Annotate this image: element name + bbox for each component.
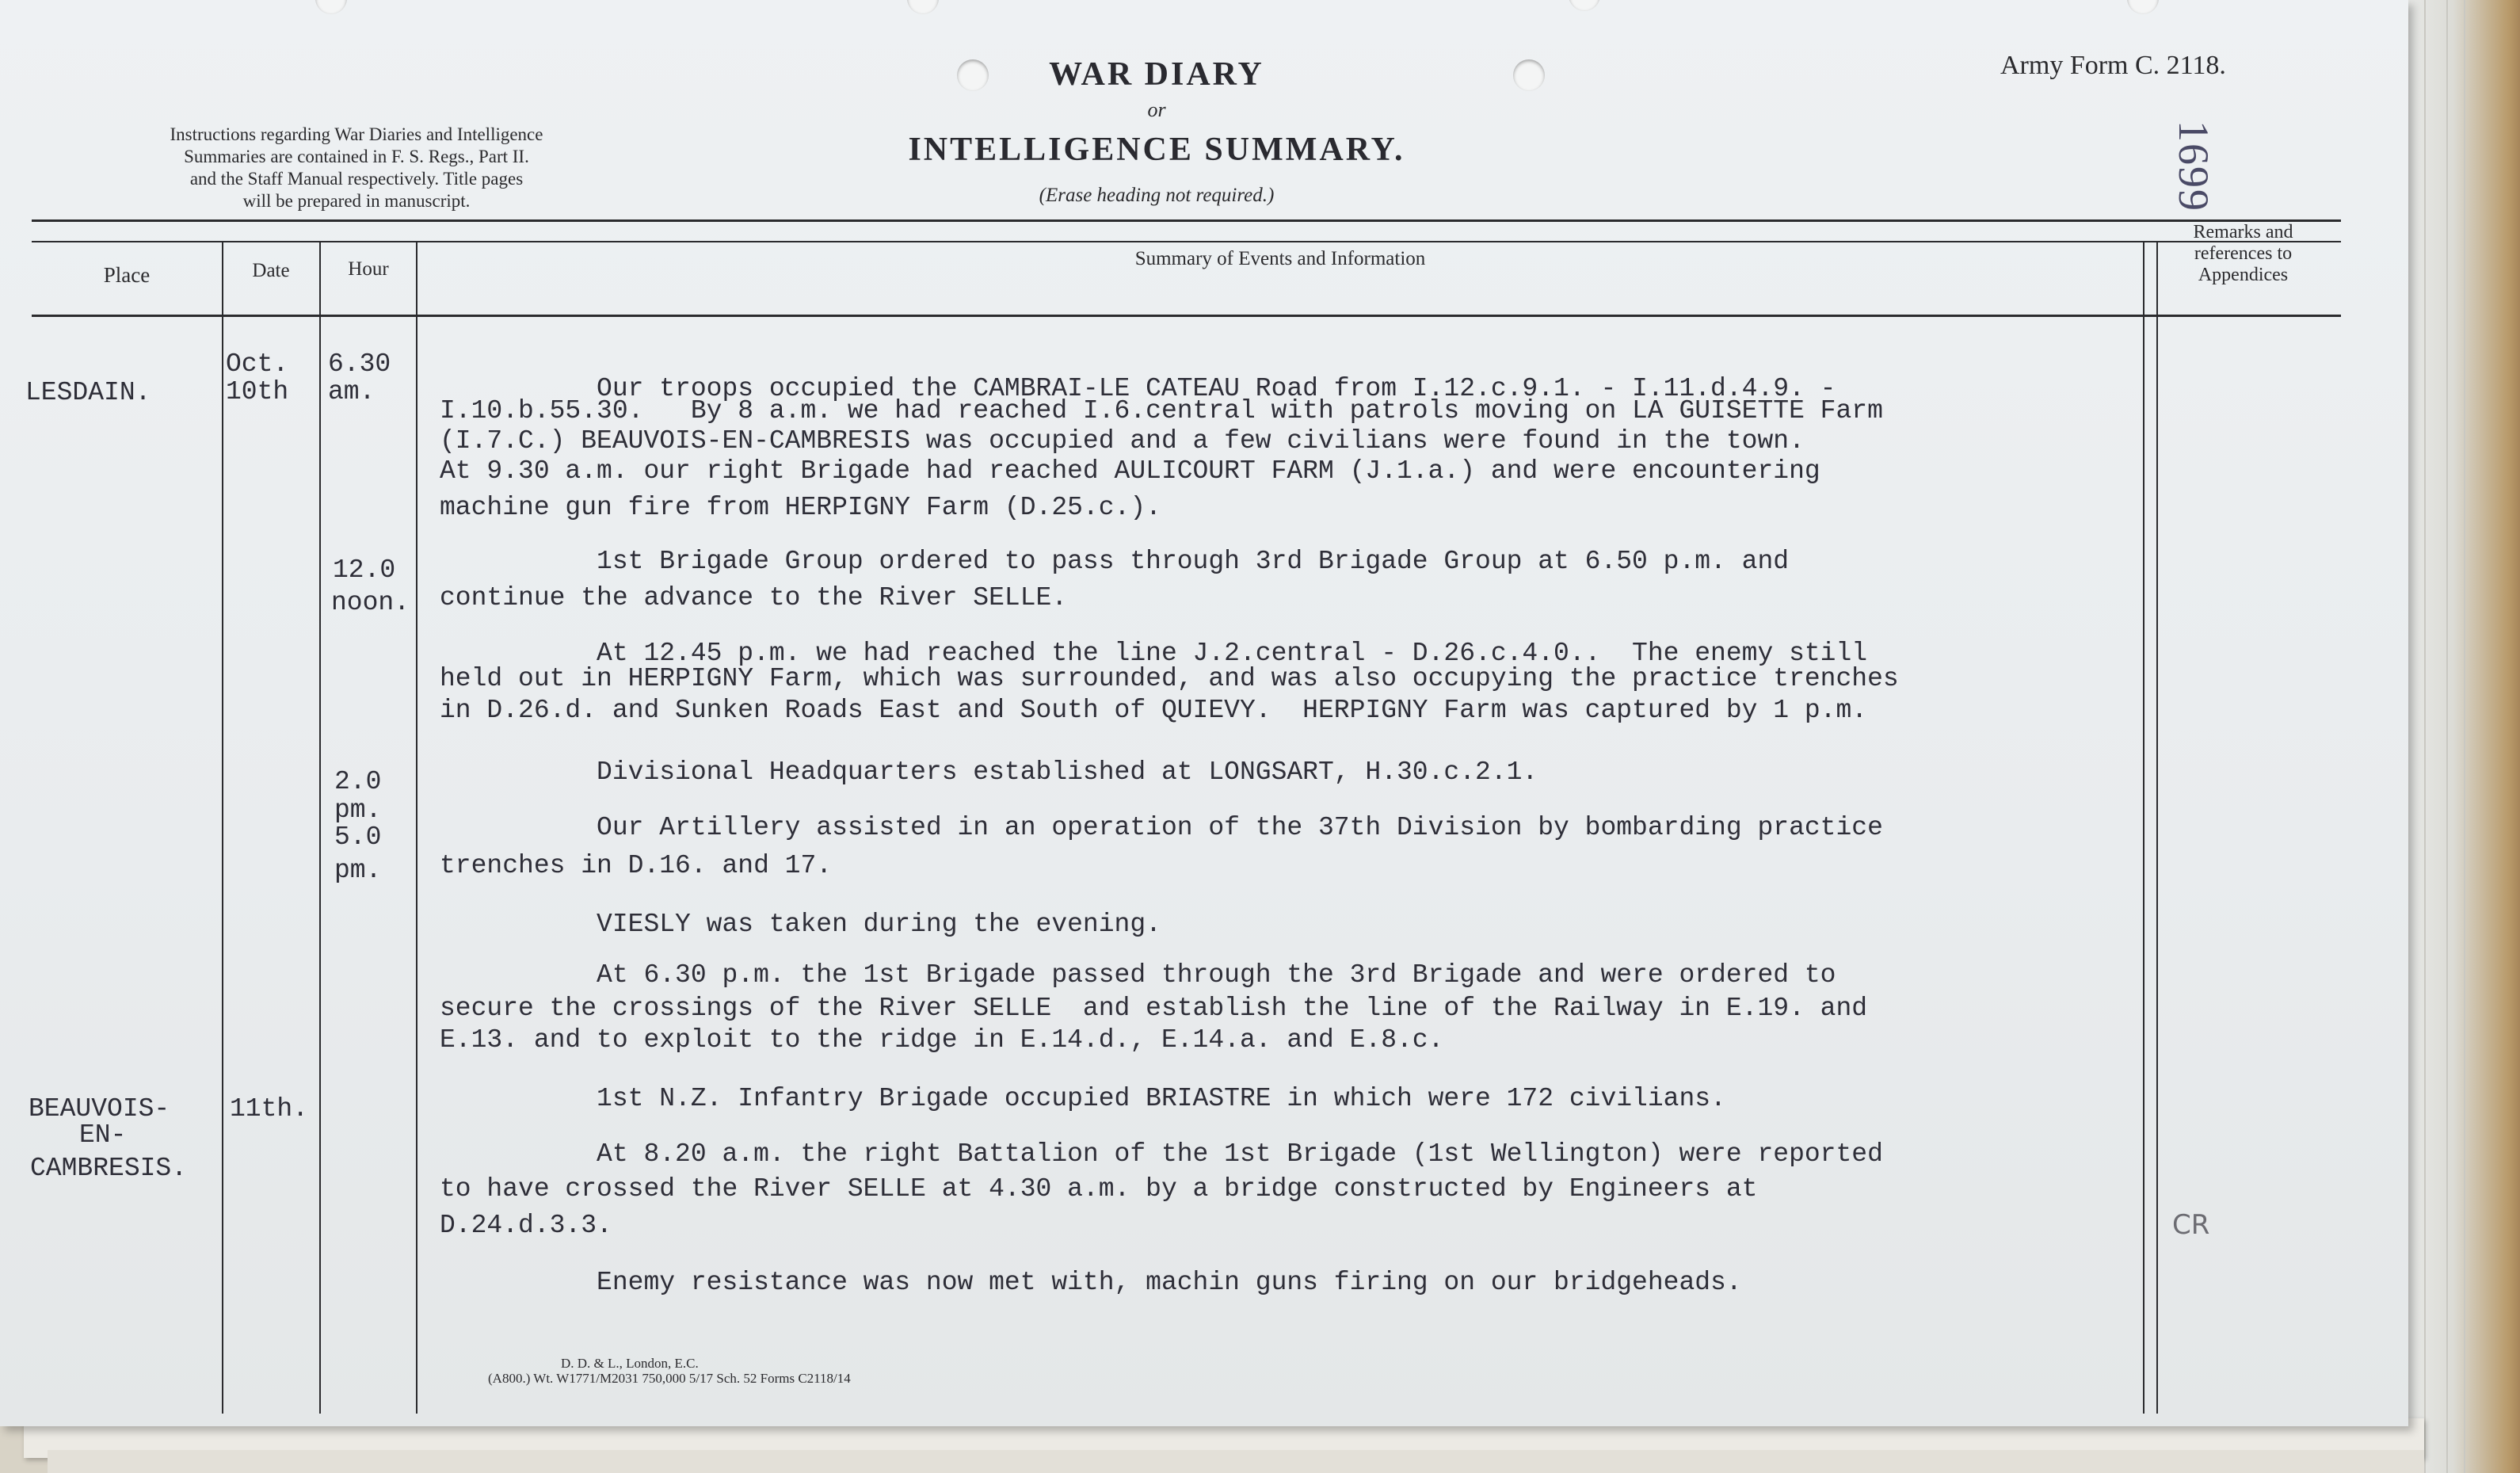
instructions-note [79,124,634,212]
summary-line: Enemy resistance was now met with, machin guns firing on our bridgeheads. [440,1268,1742,1297]
summary-line: D.24.d.3.3. [440,1211,612,1240]
hour-entry: 12.0 [333,555,396,585]
hour-entry: 6.30 [328,349,391,379]
summary-line: (I.7.C.) BEAUVOIS-EN-CAMBRESIS was occupied and a few civilians were found in the town. [440,426,1805,456]
place-entry: CAMBRESIS. [30,1154,188,1183]
summary-line: in D.26.d. and Sunken Roads East and South of QUIEVY. HERPIGNY Farm was captured by 1 p.m. [440,696,1868,725]
column-header-summary: Summary of Events and Information [1134,248,1426,269]
form-subtitle: INTELLIGENCE SUMMARY. [908,132,1405,168]
summary-line: Divisional Headquarters established at LONGSART, H.30.c.2.1. [440,757,1538,787]
column-header-place: Place [103,263,151,287]
form-title-or: or [1147,98,1166,121]
column-header-remarks [2158,222,2328,286]
army-form-number: Army Form C. 2118. [2000,51,2226,80]
date-entry: Oct. [226,349,289,379]
summary-line: held out in HERPIGNY Farm, which was surrounded, and was also occupying the practice trenches [440,664,1899,693]
column-divider [2143,241,2144,1414]
table-top-rule-thin [32,241,2341,242]
column-header-hour: Hour [348,258,389,280]
punch-hole [1569,0,1600,11]
hour-entry: pm. [334,796,382,825]
summary-line: secure the crossings of the River SELLE and establish the line of the Railway in E.19. and [440,994,1868,1023]
remarks-pencil-mark: CR [2172,1209,2210,1241]
punch-hole [907,0,939,14]
erase-heading-note: (Erase heading not required.) [1039,185,1275,206]
place-entry: EN- [79,1120,127,1150]
summary-line: At 6.30 p.m. the 1st Brigade passed through the 3rd Brigade and were ordered to [440,960,1836,990]
place-entry: BEAUVOIS- [29,1094,170,1124]
column-divider [319,241,321,1414]
instructions-line: will be prepared in manuscript. [242,191,471,212]
hour-entry: noon. [331,588,410,617]
form-title: WAR DIARY [1049,56,1264,93]
column-divider [416,241,417,1414]
remarks-header-line: Remarks and [2193,222,2293,242]
column-divider [222,241,223,1414]
summary-line: At 8.20 a.m. the right Battalion of the 1st Brigade (1st Wellington) were reported [440,1139,1883,1169]
summary-line: At 12.45 p.m. we had reached the line J.2.central - D.26.c.4.0.. The enemy still [440,639,1868,668]
remarks-header-line: references to [2194,242,2293,264]
summary-line: Our Artillery assisted in an operation of the 37th Division by bombarding practice [440,813,1883,842]
summary-line: continue the advance to the River SELLE. [440,583,1068,612]
printer-imprint: (A800.) Wt. W1771/M2031 750,000 5/17 Sch. 52 Forms C2118/14 [488,1371,851,1386]
summary-line: I.10.b.55.30. By 8 a.m. we had reached I.6.central with patrols moving on LA GUISETTE Farm [440,396,1883,425]
stacked-pages-edge [2408,0,2520,1473]
hour-entry: 5.0 [334,822,382,852]
summary-line: E.13. and to exploit to the ridge in E.14.d., E.14.a. and E.8.c. [440,1025,1444,1055]
summary-line: trenches in D.16. and 17. [440,851,833,880]
summary-line: to have crossed the River SELLE at 4.30 a.m. by a bridge constructed by Engineers at [440,1174,1758,1204]
place-entry: LESDAIN. [25,378,151,407]
date-entry: 10th [226,377,289,406]
summary-line: 1st N.Z. Infantry Brigade occupied BRIASTRE in which were 172 civilians. [440,1084,1726,1113]
punch-hole [2127,0,2159,14]
table-top-rule [32,219,2341,222]
hour-entry: am. [328,377,376,406]
summary-line: At 9.30 a.m. our right Brigade had reached AULICOURT FARM (J.1.a.) and were encountering [440,456,1820,486]
header-bottom-rule [32,315,2341,317]
column-header-date: Date [252,260,290,281]
summary-line: 1st Brigade Group ordered to pass through 3rd Brigade Group at 6.50 p.m. and [440,547,1790,576]
punch-hole [315,0,347,14]
page-number-stamp: 1699 [2170,120,2217,212]
summary-line: machine gun fire from HERPIGNY Farm (D.25.c.). [440,493,1161,522]
summary-line: VIESLY was taken during the evening. [440,910,1161,939]
instructions-line: Instructions regarding War Diaries and Intelligence [170,124,543,144]
date-entry: 11th. [230,1094,309,1124]
instructions-line: Summaries are contained in F. S. Regs., Part II. [184,147,529,167]
remarks-header-line: Appendices [2198,264,2289,285]
underlying-sheet [48,1450,2424,1473]
hour-entry: 2.0 [334,767,382,796]
hour-entry: pm. [334,856,382,885]
column-divider [2156,241,2158,1414]
instructions-line: and the Staff Manual respectively. Title pages [189,169,524,189]
summary-line: Our troops occupied the CAMBRAI-LE CATEAU Road from I.12.c.9.1. - I.11.d.4.9. - [440,374,1836,403]
printer-imprint: D. D. & L., London, E.C. [561,1356,699,1371]
